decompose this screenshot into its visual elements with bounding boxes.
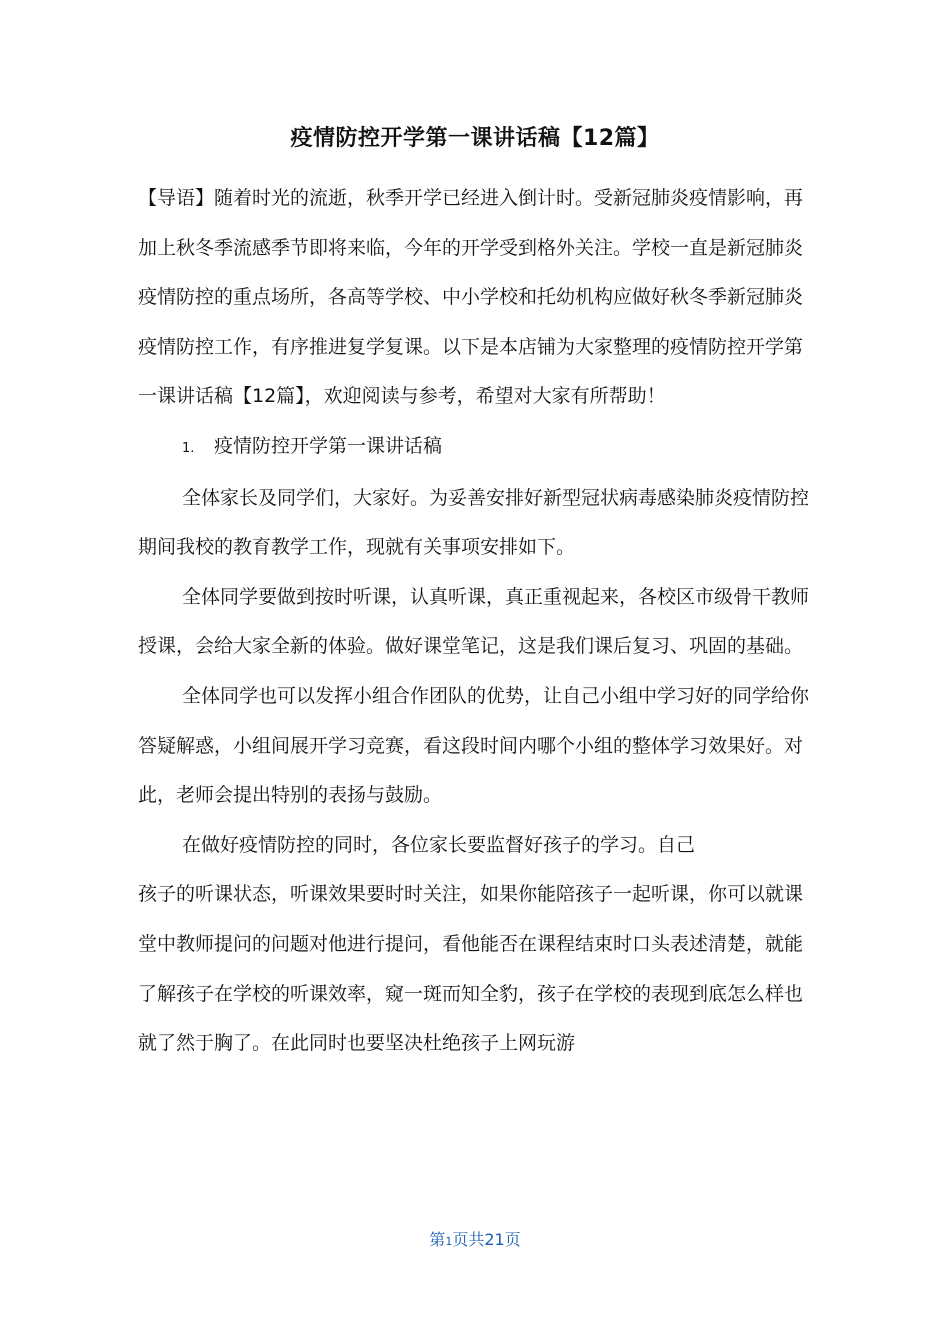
section-heading-text: 疫情防控开学第一课讲话稿 [214,434,443,457]
document-title: 疫情防控开学第一课讲话稿【12篇】 [290,126,660,151]
footer-suffix: 页 [504,1230,521,1249]
footer-prefix: 第 [429,1230,446,1249]
body-paragraph: 全体同学也可以发挥小组合作团队的优势，让自己小组中学习好的同学给你答疑解惑，小组间展开学习竞赛，看这段时间内哪个小组的整体学习效果好。对此，老师会提出特别的表扬与鼓励。 [138,684,810,807]
continuation-paragraph: 孩子的听课状态，听课效果要时时关注，如果你能陪孩子一起听课，你可以就课堂中教师提问的问题对他进行提问，看他能否在课程结束时口头表述清楚，就能了解孩子在学校的听课效率，窥一斑而知全豹，孩子在学校的表现到底怎么样也就了然于胸了。在此同时也要坚决杜绝孩子上网玩游 [138,883,804,1055]
page-footer [0,1228,950,1254]
body-paragraph: 在做好疫情防控的同时，各位家长要监督好孩子的学习。自己 [182,833,696,856]
intro-paragraph: 【导语】随着时光的流逝，秋季开学已经进入倒计时。受新冠肺炎疫情影响，再加上秋冬季流感季节即将来临，今年的开学受到格外关注。学校一直是新冠肺炎疫情防控的重点场所，各高等学校、中小学校和托幼机构应做好秋冬季新冠肺炎疫情防控工作，有序推进复学复课。以下是本店铺为大家整理的疫情防控开学第一课讲话稿【12篇】，欢迎阅读与参考，希望对大家有所帮助！ [138,187,804,408]
section-heading [138,422,810,474]
body-paragraph: 全体家长及同学们，大家好。为妥善安排好新型冠状病毒感染肺炎疫情防控期间我校的教育教学工作，现就有关事项安排如下。 [138,486,810,559]
body-paragraph: 全体同学要做到按时听课，认真听课，真正重视起来，各校区市级骨干教师授课，会给大家全新的体验。做好课堂笔记，这是我们课后复习、巩固的基础。 [138,585,810,658]
footer-page-current: 1 [445,1235,453,1248]
footer-page-total: 21 [484,1230,505,1249]
document-body [138,174,810,1069]
section-number: 1. [182,440,195,456]
footer-middle: 页共 [452,1230,485,1249]
